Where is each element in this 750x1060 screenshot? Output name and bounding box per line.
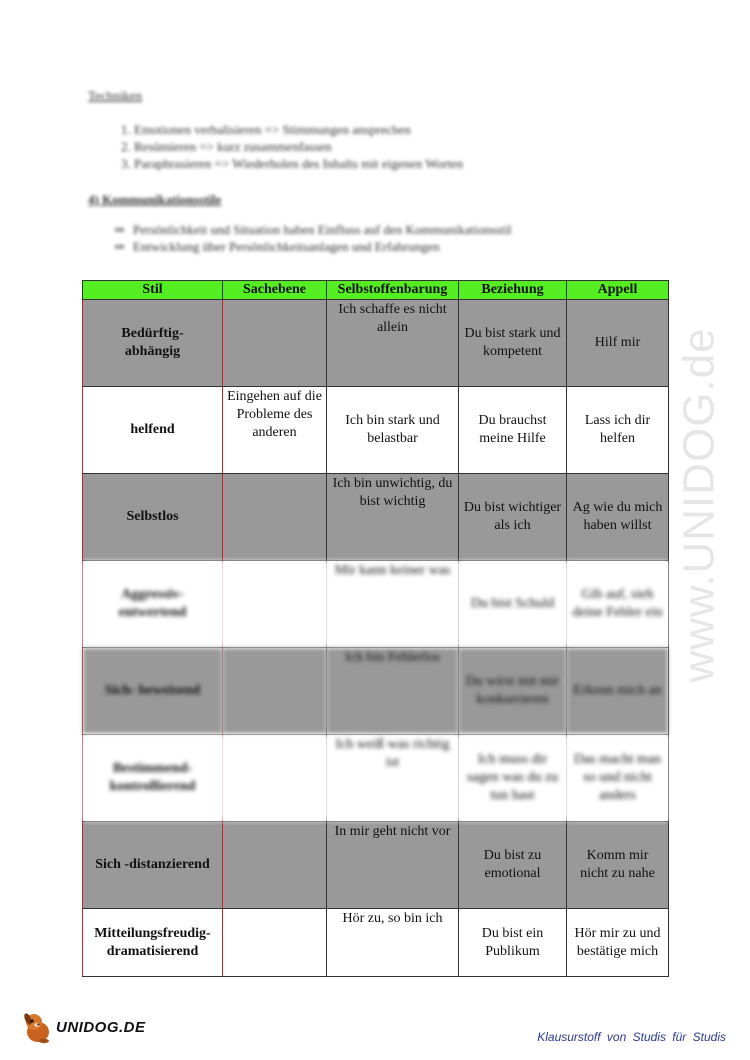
cell-sachebene bbox=[223, 822, 327, 909]
cell-selbstoffenbarung: Ich bin unwichtig, du bist wichtig bbox=[327, 474, 459, 561]
technique-item: 1. Emotionen verbalisieren => Stimmungen ansprechen bbox=[134, 122, 668, 138]
cell-appell: Hilf mir bbox=[567, 300, 669, 387]
cell-stil: Selbstlos bbox=[83, 474, 223, 561]
technique-item: 2. Resümieren => kurz zusammenfassen bbox=[134, 139, 668, 155]
cell-selbstoffenbarung: Hör zu, so bin ich bbox=[327, 909, 459, 977]
cell-sachebene bbox=[223, 909, 327, 977]
cell-selbstoffenbarung: In mir geht nicht vor bbox=[327, 822, 459, 909]
cell-appell: Hör mir zu und bestätige mich bbox=[567, 909, 669, 977]
logo-text: UNIDOG.DE bbox=[56, 1018, 146, 1036]
cell-sachebene bbox=[223, 648, 327, 735]
cell-beziehung: Du bist wichtiger als ich bbox=[459, 474, 567, 561]
section-title: 4) Kommunikationsstile bbox=[88, 192, 222, 207]
cell-beziehung: Du bist ein Publikum bbox=[459, 909, 567, 977]
techniques-heading: Techniken bbox=[88, 88, 142, 103]
header-sachebene: Sachebene bbox=[223, 281, 327, 300]
table-row bbox=[83, 387, 669, 474]
table-row bbox=[83, 822, 669, 909]
cell-selbstoffenbarung: Ich schaffe es nicht allein bbox=[327, 300, 459, 387]
cell-appell: Das macht man so und nicht anders bbox=[567, 735, 669, 822]
cell-selbstoffenbarung: Mir kann keiner was bbox=[327, 561, 459, 648]
cell-beziehung: Du bist Schuld bbox=[459, 561, 567, 648]
header-appell: Appell bbox=[567, 281, 669, 300]
table-header-row bbox=[83, 281, 669, 300]
cell-beziehung: Du brauchst meine Hilfe bbox=[459, 387, 567, 474]
cell-stil: Sich -distanzierend bbox=[83, 822, 223, 909]
cell-beziehung: Du bist zu emotional bbox=[459, 822, 567, 909]
table-row bbox=[83, 735, 669, 822]
cell-stil: Bestimmend- kontrollierend bbox=[83, 735, 223, 822]
cell-stil: Sich- beweisend bbox=[83, 648, 223, 735]
cell-sachebene: Eingehen auf die Probleme des anderen bbox=[223, 387, 327, 474]
cell-selbstoffenbarung: Ich bin stark und belastbar bbox=[327, 387, 459, 474]
cell-appell: Komm mir nicht zu nahe bbox=[567, 822, 669, 909]
cell-appell: Lass ich dir helfen bbox=[567, 387, 669, 474]
cell-appell: Erkenn mich an bbox=[567, 648, 669, 735]
bullet-list bbox=[88, 222, 668, 255]
cell-sachebene bbox=[223, 561, 327, 648]
table-row bbox=[83, 648, 669, 735]
cell-beziehung: Ich muss dir sagen was du zu tun hast bbox=[459, 735, 567, 822]
cell-selbstoffenbarung: Ich bin Fehlerlos bbox=[327, 648, 459, 735]
watermark-text: www.UNIDOG.de bbox=[675, 327, 725, 683]
table-row bbox=[83, 300, 669, 387]
cell-appell: Gib auf, sieh deine Fehler ein bbox=[567, 561, 669, 648]
cell-appell: Ag wie du mich haben willst bbox=[567, 474, 669, 561]
techniques-list bbox=[88, 122, 668, 172]
dog-mascot-icon bbox=[22, 1010, 54, 1044]
header-stil: Stil bbox=[83, 281, 223, 300]
cell-stil: Aggressiv- entwertend bbox=[83, 561, 223, 648]
communication-styles-table bbox=[82, 280, 669, 977]
header-selbstoffenbarung: Selbstoffenbarung bbox=[327, 281, 459, 300]
cell-beziehung: Du wirst mit mir konkurrieren bbox=[459, 648, 567, 735]
cell-stil: Mitteilungsfreudig- dramatisierend bbox=[83, 909, 223, 977]
cell-stil: Bedürftig- abhängig bbox=[83, 300, 223, 387]
bullet-item: ⇒ Entwicklung über Persönlichkeitsanlagen und Erfahrungen bbox=[114, 239, 668, 255]
bullet-item: ⇒ Persönlichkeit und Situation haben Einfluss auf den Kommunikationsstil bbox=[114, 222, 668, 238]
footer-tagline: Klausurstoff von Studis für Studis bbox=[537, 1030, 726, 1044]
cell-selbstoffenbarung: Ich weiß was richtig ist bbox=[327, 735, 459, 822]
table-row bbox=[83, 474, 669, 561]
cell-beziehung: Du bist stark und kompetent bbox=[459, 300, 567, 387]
cell-stil: helfend bbox=[83, 387, 223, 474]
cell-sachebene bbox=[223, 474, 327, 561]
intro-section bbox=[88, 88, 668, 256]
table-row bbox=[83, 561, 669, 648]
technique-item: 3. Paraphrasieren => Wiederholen des Inhalts mit eigenen Worten bbox=[134, 156, 668, 172]
table-row bbox=[83, 909, 669, 977]
cell-sachebene bbox=[223, 735, 327, 822]
unidog-logo bbox=[22, 1010, 146, 1044]
header-beziehung: Beziehung bbox=[459, 281, 567, 300]
cell-sachebene bbox=[223, 300, 327, 387]
